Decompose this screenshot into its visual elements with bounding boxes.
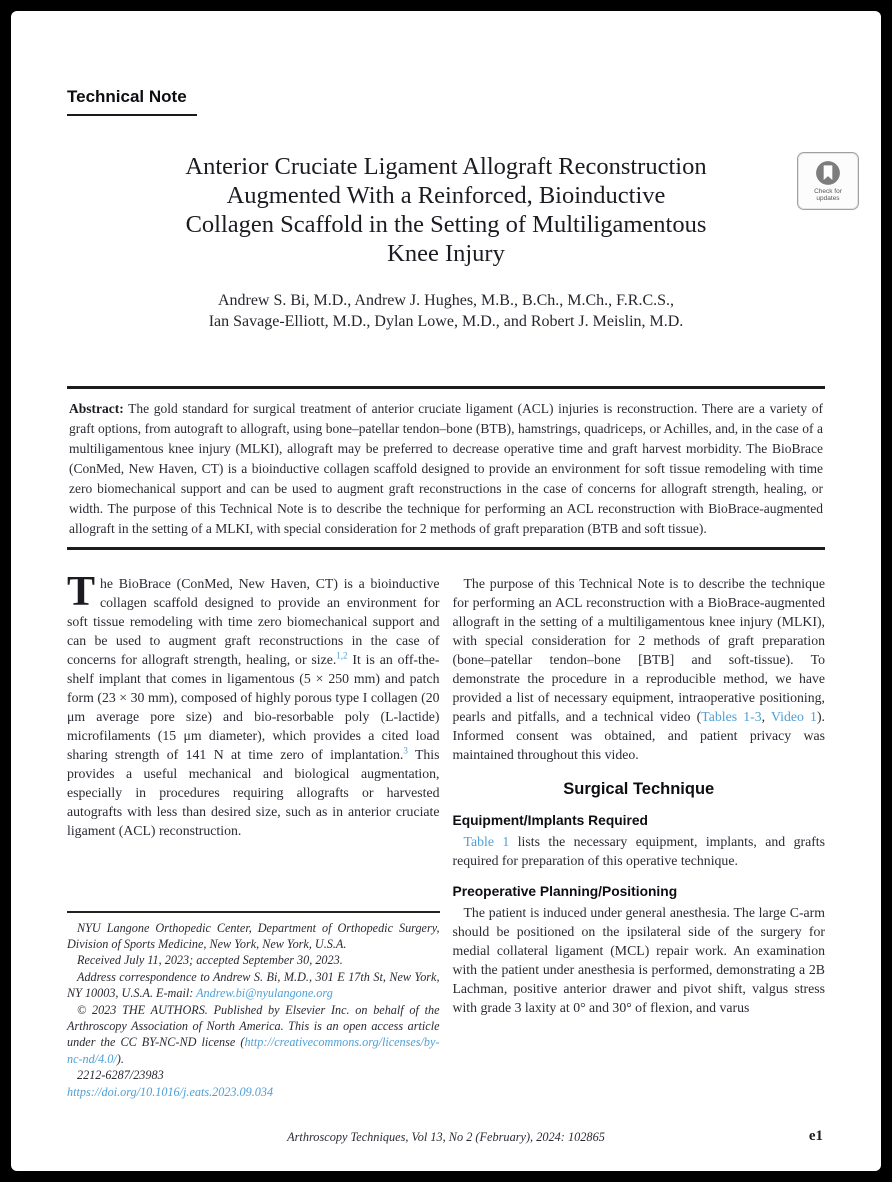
author-list: Andrew S. Bi, M.D., Andrew J. Hughes, M.B., B.Ch., M.Ch., F.R.C.S., Ian Savage-Elliott, M.D., Dylan Lowe, M.D., and Robert J. Meislin, M.D. [208, 292, 684, 330]
intro-text-3: This provides a useful mechanical and biological augmentation, especially in procedures requiring allografts or harvested autografts with less than desired size, such as in anterior cruciate ligament (ACL) reconstruction. [67, 747, 440, 838]
doi-link[interactable]: https://doi.org/10.1016/j.eats.2023.09.034 [67, 1084, 274, 1099]
article-page [11, 11, 881, 1171]
intro-paragraph [67, 569, 440, 840]
page-footer [67, 1130, 825, 1145]
copyright-note [67, 1002, 440, 1068]
correspondence-note [67, 969, 440, 1002]
email-link[interactable]: Andrew.bi@nyulangone.org [196, 986, 333, 1001]
left-column [67, 569, 440, 1100]
footnote-rule [67, 911, 440, 913]
journal-citation: Arthroscopy Techniques, Vol 13, No 2 (February), 2024: 102865 [287, 1130, 605, 1144]
two-column-body [67, 569, 826, 1100]
issn-note: 2212-6287/23983 [77, 1068, 164, 1083]
video-link[interactable]: Video 1 [771, 709, 817, 724]
intro-text-2: It is an off-the-shelf implant that comes in ligamentous (5 × 250 mm) and patch form (23 × 30 mm), composed of highly porous type I collagen (20 μm average pore size) and bio-resorbable poly (L-lactide) microfilaments (15 μm diameter), which provides a cited load sharing strength of 141 N at time zero of implantation. [67, 652, 440, 762]
purpose-text-1: The purpose of this Technical Note is to describe the technique for performing an ACL reconstruction with a BioBrace-augmented allograft in the setting of a multiligamentous knee injury (MLKI), with special consideration for 2 methods of graft preparation (bone–patellar tendon–bone [BTB] and soft-tissue). To demonstrate the procedure in a reproducible method, we have provided a list of necessary equipment, intraoperative positioning, pearls and pitfalls, and a technical video ( [452, 576, 825, 724]
purpose-paragraph [453, 574, 826, 764]
abstract-paragraph [69, 399, 823, 539]
article-type-label: Technical Note [67, 87, 187, 106]
footnote-block [67, 911, 440, 1100]
received-note: Received July 11, 2023; accepted September 30, 2023. [77, 953, 343, 968]
intro-text-1: he BioBrace (ConMed, New Haven, CT) is a bioinductive collagen scaffold designed to provide an environment for soft tissue remodeling with time zero biomechanical support and can be used to augment graft reconstructions in the case of concerns for allograft strength, healing, or size. [67, 576, 440, 667]
abstract-section [67, 386, 825, 550]
article-title: Anterior Cruciate Ligament Allograft Reconstruction Augmented With a Reinforced, Bioinductive Collagen Scaffold in the Setting of Multiligamentous Knee Injury [185, 153, 707, 267]
affiliation-note: NYU Langone Orthopedic Center, Department of Orthopedic Surgery, Division of Sports Medicine, New York, New York, U.S.A. [67, 920, 440, 951]
right-column [453, 574, 826, 1100]
license-link[interactable]: http://creativecommons.org/licenses/by-nc-nd/4.0/ [67, 1035, 440, 1066]
equipment-heading: Equipment/Implants Required [452, 813, 648, 828]
tables-link[interactable]: Tables 1-3 [701, 709, 762, 724]
dropcap-letter: T [67, 569, 96, 615]
equipment-paragraph [453, 832, 826, 870]
check-for-updates-badge[interactable] [797, 152, 859, 210]
surgical-technique-heading: Surgical Technique [563, 780, 715, 798]
table-1-link[interactable]: Table 1 [463, 834, 510, 849]
page-number: e1 [808, 1128, 823, 1144]
reference-link-1-2[interactable]: 1,2 [336, 650, 348, 661]
abstract-body: The gold standard for surgical treatment of anterior cruciate ligament (ACL) injuries is reconstruction. There are a variety of graft options, from autograft to allograft, using bone–patellar tendon–bone (BTB), hamstrings, quadriceps, or Achilles, and, in the case of a multiligamentous knee injury (MLKI), allograft may be preferred to decrease operative time and graft harvest morbidity. The BioBrace (ConMed, New Haven, CT) is a bioinductive collagen scaffold designed to provide an environment for soft tissue remodeling with time zero biomechanical support and can be used to augment graft reconstructions in the case of concerns for allograft strength, healing, or width. The purpose of this Technical Note is to describe the technique for performing an ACL reconstruction with BioBrace-augmented allograft in the setting of a MLKI, with special consideration for 2 methods of graft preparation (BTB and soft tissue). [69, 401, 823, 536]
purpose-separator: , [761, 709, 771, 724]
check-for-updates-label: Check for updates [814, 187, 842, 202]
copyright-text: © 2023 THE AUTHORS. Published by Elsevier Inc. on behalf of the Arthroscopy Association of North America. This is an open access article under the CC BY-NC-ND license ( [67, 1002, 440, 1050]
purpose-text-2: ). Informed consent was obtained, and patient privacy was maintained throughout this video. [452, 709, 825, 762]
kicker-underline [67, 114, 197, 116]
abstract-label: Abstract: [69, 401, 124, 416]
correspondence-text: Address correspondence to Andrew S. Bi, M.D., 301 E 17th St, New York, NY 10003, U.S.A. E-mail: [67, 969, 440, 1001]
reference-link-3[interactable]: 3 [403, 745, 408, 756]
crossmark-bookmark-icon [815, 160, 841, 186]
copyright-close: ). [116, 1051, 124, 1066]
page-content [11, 11, 881, 1171]
equipment-text: lists the necessary equipment, implants, and grafts required for preparation of this operative technique. [452, 834, 826, 868]
preoperative-paragraph: The patient is induced under general anesthesia. The large C-arm should be positioned on the ipsilateral side of the surgery for medial collateral ligament (MCL) repair work. An examination with the patient under anesthesia is performed, demonstrating a 2B Lachman, positive anterior drawer and pivot shift, valgus stress with grade 3 laxity at 0° and 30° of flexion, and varus [452, 905, 825, 1015]
preoperative-heading: Preoperative Planning/Positioning [452, 884, 678, 899]
